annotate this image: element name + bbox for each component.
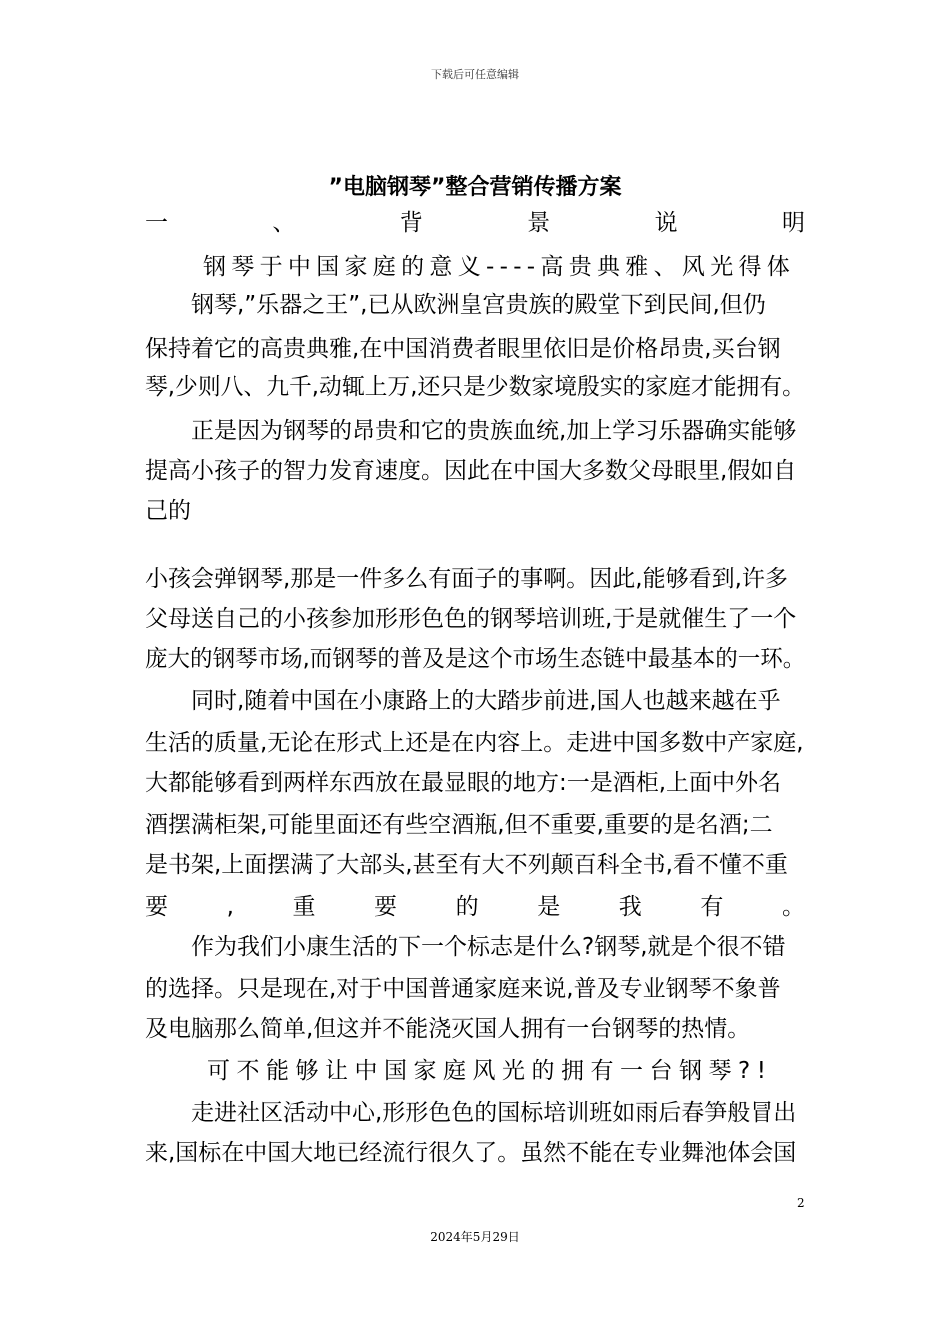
paragraph-line: 庞大的钢琴市场,而钢琴的普及是这个市场生态链中最基本的一环。 [145, 646, 806, 672]
paragraph-line: 提高小孩子的智力发育速度。因此在中国大多数父母眼里,假如自 [145, 458, 797, 484]
spread-char: 我 [618, 894, 642, 920]
paragraph-line: 小孩会弹钢琴,那是一件多么有面子的事啊。因此,能够看到,许多 [145, 566, 788, 592]
spread-char: 的 [455, 894, 479, 920]
heading-char: 、 [272, 210, 296, 236]
paragraph-line: 作为我们小康生活的下一个标志是什么?钢琴,就是个很不错 [191, 934, 786, 960]
spread-char: 。 [781, 894, 805, 920]
paragraph-line: 大都能够看到两样东西放在最显眼的地方:一是酒柜,上面中外名 [145, 770, 782, 796]
question-line: 可不能够让中国家庭风光的拥有一台钢琴?! [207, 1058, 773, 1084]
footer-date: 2024年5月29日 [430, 1230, 520, 1244]
paragraph-line: 及电脑那么简单,但这并不能浇灭国人拥有一台钢琴的热情。 [145, 1016, 751, 1042]
paragraph-line: 己的 [145, 498, 191, 524]
document-title: ”电脑钢琴”整合营销传播方案 [328, 175, 622, 200]
paragraph-line: 的选择。只是现在,对于中国普通家庭来说,普及专业钢琴不象普 [145, 976, 781, 1002]
heading-char: 说 [654, 210, 678, 236]
page-header: 下载后可任意编辑 [431, 68, 519, 81]
paragraph-line: 走进社区活动中心,形形色色的国标培训班如雨后春笋般冒出 [191, 1100, 797, 1126]
spread-char: 是 [537, 894, 561, 920]
paragraph-line: 生活的质量,无论在形式上还是在内容上。走进中国多数中产家庭, [145, 730, 804, 756]
paragraph-line: 来,国标在中国大地已经流行很久了。虽然不能在专业舞池体会国 [145, 1140, 797, 1166]
spread-char: 重 [292, 894, 316, 920]
paragraph-line: 同时,随着中国在小康路上的大踏步前进,国人也越来越在乎 [191, 688, 781, 714]
spread-line [145, 892, 805, 922]
paragraph-line: 保持着它的高贵典雅,在中国消费者眼里依旧是价格昂贵,买台钢 [145, 336, 781, 362]
heading-char: 明 [781, 210, 805, 236]
section-heading [145, 208, 805, 238]
spread-char: 要 [374, 894, 398, 920]
page-number: 2 [797, 1196, 805, 1210]
spread-char: 有 [700, 894, 724, 920]
spread-char: 要 [145, 894, 168, 920]
paragraph-line: 父母送自己的小孩参加形形色色的钢琴培训班,于是就催生了一个 [145, 606, 797, 632]
heading-char: 景 [527, 210, 551, 236]
paragraph-line: 是书架,上面摆满了大部头,甚至有大不列颠百科全书,看不懂不重 [145, 852, 788, 878]
paragraph-line: 酒摆满柜架,可能里面还有些空酒瓶,但不重要,重要的是名酒;二 [145, 812, 773, 838]
spread-char: , [226, 894, 234, 920]
heading-char: 背 [399, 210, 423, 236]
subheading: 钢琴于中国家庭的意义----高贵典雅、风光得体 [203, 254, 796, 280]
paragraph-line: 琴,少则八、九千,动辄上万,还只是少数家境殷实的家庭才能拥有。 [145, 374, 805, 400]
paragraph-line: 钢琴,”乐器之王”,已从欧洲皇宫贵族的殿堂下到民间,但仍 [191, 292, 766, 318]
heading-char: 一 [145, 210, 168, 236]
paragraph-line: 正是因为钢琴的昂贵和它的贵族血统,加上学习乐器确实能够 [191, 418, 797, 444]
